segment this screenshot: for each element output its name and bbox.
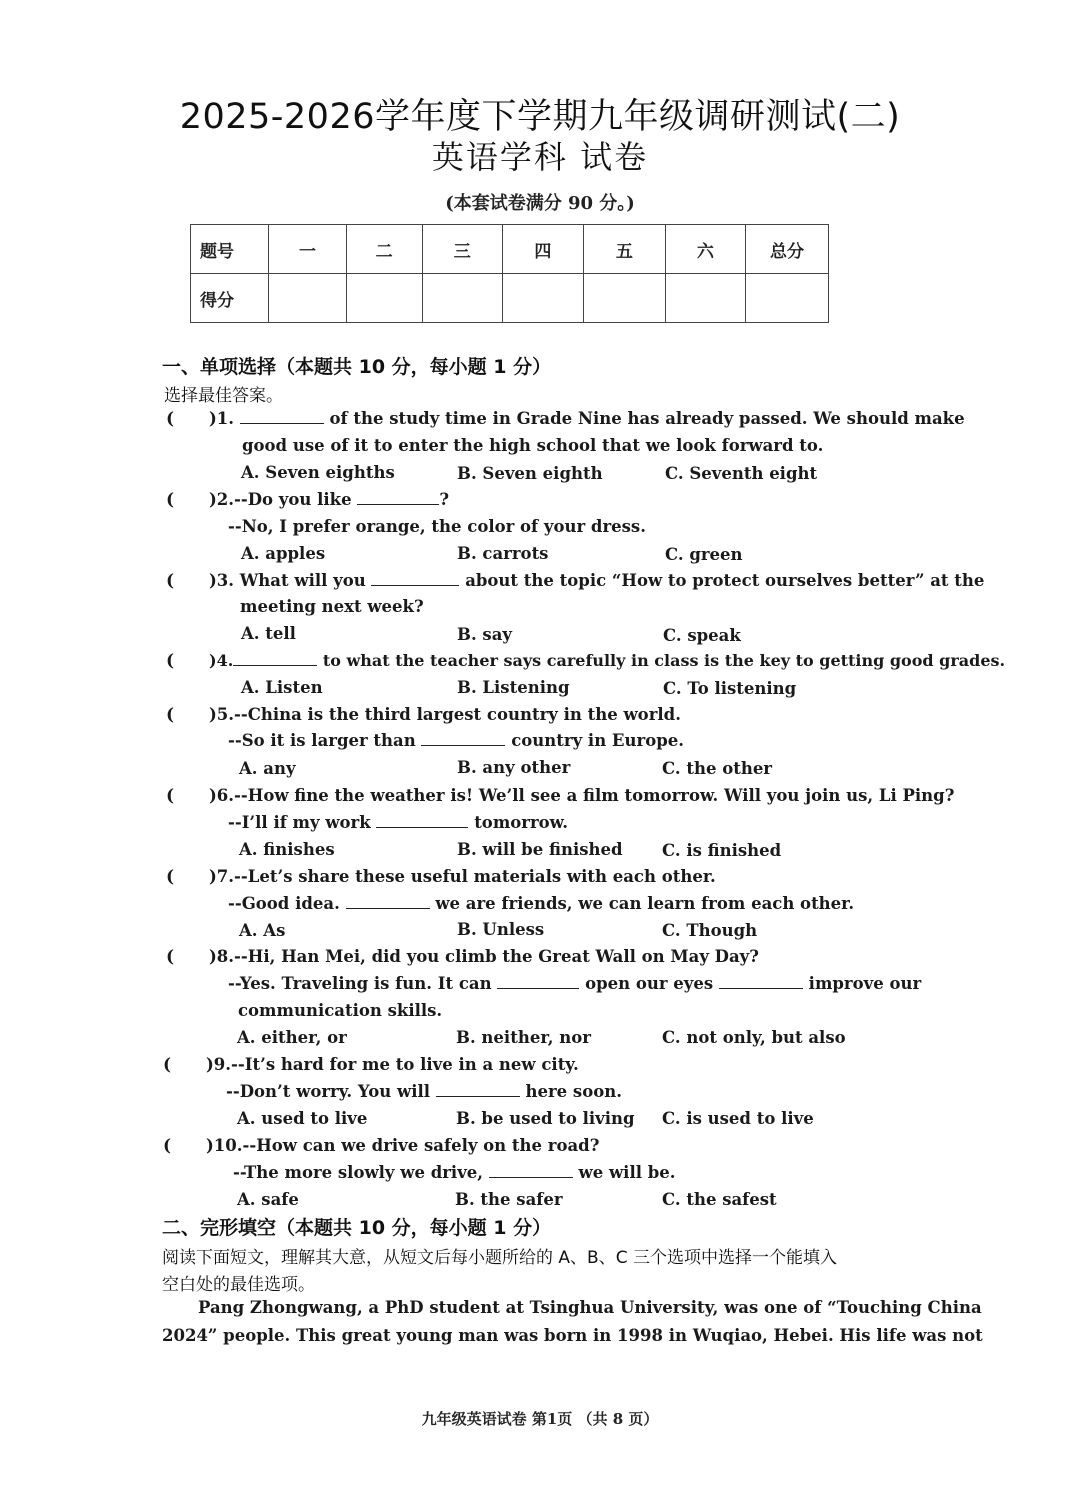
score-table-header-cell: 六 — [665, 225, 745, 274]
reply-text: --Good idea. — [228, 894, 340, 913]
option-b: B. neither, nor — [456, 1028, 591, 1047]
option-b: B. the safer — [455, 1190, 563, 1209]
option-a: A. Listen — [241, 678, 323, 697]
question-reply — [228, 894, 854, 913]
answer-bracket-8[interactable]: ( — [166, 947, 175, 967]
question-stem-line: good use of it to enter the high school that we look forward to. — [242, 436, 824, 455]
question-6: )6.--How fine the weather is! We’ll see a film tomorrow. Will you join us, Li Ping? — [209, 786, 955, 805]
question-reply — [228, 974, 921, 993]
answer-blank — [489, 1163, 573, 1178]
cloze-passage-line: Pang Zhongwang, a PhD student at Tsinghua University, was one of “Touching China — [198, 1298, 982, 1317]
reply-text: improve our — [808, 974, 922, 993]
reply-text: open our eyes — [585, 974, 714, 993]
option-c: C. is finished — [662, 841, 782, 860]
option-c: C. To listening — [663, 679, 797, 698]
reply-text: we will be. — [578, 1163, 676, 1182]
reply-text: --I’ll if my work — [228, 813, 371, 832]
score-table-header-cell: 二 — [346, 225, 422, 274]
reply-text: we are friends, we can learn from each other. — [435, 894, 855, 913]
question-3 — [209, 571, 984, 590]
page-footer: 九年级英语试卷 第1页 （共 8 页） — [421, 1410, 659, 1428]
option-b: B. will be finished — [457, 840, 623, 859]
option-b: B. say — [457, 625, 513, 644]
answer-bracket-3[interactable]: ( — [166, 571, 175, 591]
question-10: )10.--How can we drive safely on the road? — [206, 1136, 600, 1155]
answer-bracket-5[interactable]: ( — [166, 705, 175, 725]
reply-text: --Yes. Traveling is fun. It can — [228, 974, 492, 993]
question-reply — [233, 1163, 676, 1182]
option-a: A. either, or — [237, 1028, 347, 1047]
cloze-passage-line: 2024” people. This great young man was born in 1998 in Wuqiao, Hebei. His life was not — [162, 1326, 983, 1345]
question-2 — [209, 490, 449, 509]
question-stem-line: communication skills. — [238, 1001, 443, 1020]
answer-bracket-2[interactable]: ( — [166, 490, 175, 510]
score-table-header-cell: 题号 — [191, 225, 269, 274]
question-reply — [228, 813, 568, 832]
answer-blank — [233, 651, 317, 666]
score-cell[interactable] — [422, 274, 502, 323]
option-a: A. any — [239, 759, 296, 778]
option-b: B. any other — [457, 758, 571, 777]
answer-bracket-7[interactable]: ( — [166, 867, 175, 887]
option-b: B. Unless — [457, 920, 545, 939]
question-reply — [226, 1082, 622, 1101]
question-number: )3. What will you — [209, 571, 366, 590]
score-cell[interactable] — [745, 274, 828, 323]
question-5: )5.--China is the third largest country in the world. — [209, 705, 681, 724]
score-table — [190, 224, 829, 323]
exam-title: 2025-2026学年度下学期九年级调研测试(二) — [179, 97, 901, 137]
option-a: A. finishes — [239, 840, 335, 859]
question-4 — [209, 651, 1005, 670]
answer-blank — [421, 731, 505, 746]
answer-bracket-1[interactable]: ( — [166, 409, 175, 429]
option-c: C. the safest — [662, 1190, 777, 1209]
score-table-header-cell: 三 — [422, 225, 502, 274]
answer-blank — [497, 974, 579, 989]
option-a: A. safe — [237, 1190, 299, 1209]
answer-blank — [371, 571, 459, 586]
section1-instruction: 选择最佳答案。 — [164, 386, 283, 406]
score-cell[interactable] — [269, 274, 346, 323]
score-cell[interactable] — [346, 274, 422, 323]
answer-blank — [346, 894, 430, 909]
section2-title: 二、完形填空（本题共 10 分，每小题 1 分） — [162, 1217, 552, 1239]
option-b: B. Listening — [457, 678, 570, 697]
question-number: )2.--Do you like — [209, 490, 352, 509]
option-c: C. is used to live — [662, 1109, 814, 1128]
reply-text: --Don’t worry. You will — [226, 1082, 430, 1101]
question-9: )9.--It’s hard for me to live in a new city. — [206, 1055, 579, 1074]
option-a: A. used to live — [237, 1109, 368, 1128]
option-a: A. As — [239, 921, 286, 940]
score-table-header-cell: 一 — [269, 225, 346, 274]
score-label: 得分 — [191, 274, 269, 323]
section2-instruction: 阅读下面短文，理解其大意，从短文后每小题所给的 A、B、C 三个选项中选择一个能填入 — [162, 1248, 837, 1268]
score-cell[interactable] — [583, 274, 665, 323]
question-1 — [209, 409, 965, 428]
score-table-header-row — [191, 225, 829, 274]
question-reply: --No, I prefer orange, the color of your dress. — [228, 517, 646, 536]
answer-blank — [357, 490, 439, 505]
option-c: C. the other — [662, 759, 773, 778]
option-c: C. green — [665, 545, 743, 564]
answer-bracket-10[interactable]: ( — [163, 1136, 172, 1156]
answer-bracket-4[interactable]: ( — [166, 651, 175, 671]
question-number: )1. — [209, 409, 235, 428]
option-c: C. not only, but also — [662, 1028, 846, 1047]
exam-subject: 英语学科 试卷 — [431, 138, 649, 176]
section2-instruction-cont: 空白处的最佳选项。 — [162, 1275, 315, 1295]
question-stem: to what the teacher says carefully in class is the key to getting good grades. — [322, 651, 1006, 670]
option-c: C. Though — [662, 921, 758, 940]
answer-bracket-6[interactable]: ( — [166, 786, 175, 806]
full-marks-note: (本套试卷满分 90 分。) — [445, 193, 635, 214]
option-b: B. Seven eighth — [457, 464, 603, 483]
score-table-score-row — [191, 274, 829, 323]
answer-bracket-9[interactable]: ( — [163, 1055, 172, 1075]
option-b: B. be used to living — [456, 1109, 635, 1128]
question-stem: about the topic “How to protect ourselves better” at the — [465, 571, 985, 590]
answer-blank — [240, 409, 324, 424]
score-table-header-cell: 五 — [583, 225, 665, 274]
question-reply — [228, 731, 684, 750]
question-end: ? — [439, 490, 450, 509]
answer-blank — [376, 813, 468, 828]
reply-text: tomorrow. — [474, 813, 568, 832]
option-c: C. speak — [663, 626, 741, 645]
reply-text: --So it is larger than — [228, 731, 416, 750]
section1-title: 一、单项选择（本题共 10 分，每小题 1 分） — [162, 356, 552, 378]
reply-text: here soon. — [525, 1082, 622, 1101]
answer-blank — [436, 1082, 520, 1097]
question-stem-line: meeting next week? — [240, 597, 424, 616]
score-cell[interactable] — [502, 274, 583, 323]
reply-text: --The more slowly we drive, — [233, 1163, 484, 1182]
option-a: A. Seven eighths — [241, 463, 395, 482]
question-8: )8.--Hi, Han Mei, did you climb the Great Wall on May Day? — [209, 947, 759, 966]
option-a: A. tell — [241, 624, 296, 643]
option-b: B. carrots — [457, 544, 549, 563]
option-c: C. Seventh eight — [665, 464, 818, 483]
score-table-header-cell: 四 — [502, 225, 583, 274]
question-7: )7.--Let’s share these useful materials with each other. — [209, 867, 716, 886]
score-cell[interactable] — [665, 274, 745, 323]
question-number: )4. — [209, 651, 234, 670]
question-stem: of the study time in Grade Nine has already passed. We should make — [329, 409, 965, 428]
score-table-header-cell: 总分 — [745, 225, 828, 274]
answer-blank — [719, 974, 803, 989]
reply-text: country in Europe. — [511, 731, 684, 750]
option-a: A. apples — [241, 544, 326, 563]
